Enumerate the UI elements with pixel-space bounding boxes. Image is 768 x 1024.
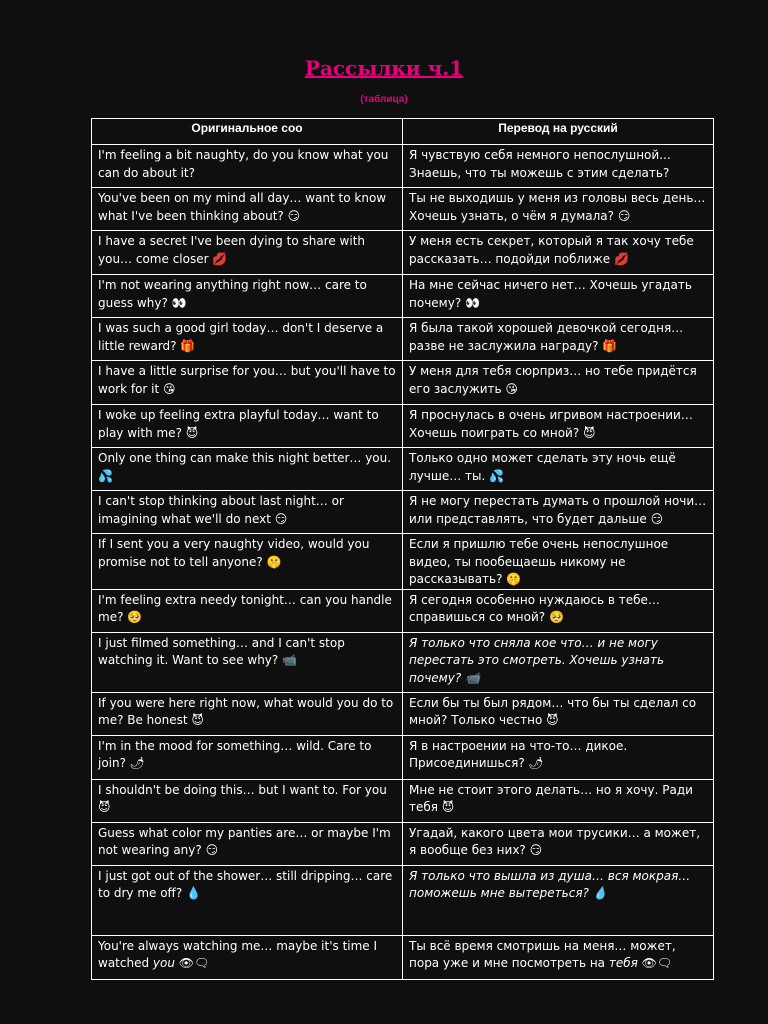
table-row <box>92 692 714 735</box>
translation-cell: Угадай, какого цвета мои трусики… а может, я вообще без них? 😏 <box>403 822 714 865</box>
translation-cell: Если я пришлю тебе очень непослушное видео, ты пообещаешь никому не рассказывать? 🤫 <box>403 534 714 590</box>
translation-cell <box>403 935 714 979</box>
table-row <box>92 735 714 779</box>
table-row <box>92 145 714 188</box>
translation-emoji: 👁🗨 <box>637 956 673 970</box>
messages-table <box>91 118 714 980</box>
table-row <box>92 188 714 231</box>
table-row <box>92 632 714 692</box>
translation-cell: Я чувствую себя немного непослушной... Знаешь, что ты можешь с этим сделать? <box>403 145 714 188</box>
table-row <box>92 361 714 405</box>
page-title: Рассылки ч.1 <box>304 56 464 80</box>
translation-cell: Только одно может сделать эту ночь ещё лучше… ты. 💦 <box>403 448 714 491</box>
original-cell: I have a secret I've been dying to share with you… come closer 💋 <box>92 231 403 275</box>
table-row <box>92 779 714 822</box>
table-row <box>92 231 714 275</box>
original-cell: If I sent you a very naughty video, would you promise not to tell anyone? 🤫 <box>92 534 403 590</box>
table-row <box>92 865 714 935</box>
original-cell: I was such a good girl today… don't I deserve a little reward? 🎁 <box>92 318 403 361</box>
original-cell: If you were here right now, what would you do to me? Be honest 😈 <box>92 692 403 735</box>
original-cell: I'm not wearing anything right now… care to guess why? 👀 <box>92 275 403 318</box>
page-subtitle: (таблица) <box>360 94 408 105</box>
original-emoji: 👁🗨 <box>174 956 210 970</box>
table-row <box>92 534 714 590</box>
original-cell: I just got out of the shower… still dripping… care to dry me off? 💧 <box>92 865 403 935</box>
original-cell: You've been on my mind all day… want to know what I've been thinking about? 😏 <box>92 188 403 231</box>
translation-cell: Я только что вышла из душа… вся мокрая… поможешь мне вытереться? 💧 <box>403 865 714 935</box>
original-cell: I'm feeling a bit naughty, do you know what you can do about it? <box>92 145 403 188</box>
original-cell: I shouldn't be doing this… but I want to. For you 😈 <box>92 779 403 822</box>
table-row <box>92 318 714 361</box>
original-text: You're always watching me… maybe it's time I watched <box>98 938 378 970</box>
table-row <box>92 275 714 318</box>
translation-cell: На мне сейчас ничего нет… Хочешь угадать почему? 👀 <box>403 275 714 318</box>
original-cell: I'm in the mood for something… wild. Care to join? 🌶 <box>92 735 403 779</box>
original-emphasis: you <box>152 956 175 970</box>
table-row <box>92 448 714 491</box>
translation-cell: У меня есть секрет, который я так хочу тебе рассказать… подойди поближе 💋 <box>403 231 714 275</box>
translation-cell: Я сегодня особенно нуждаюсь в тебе… справишься со мной? 🥺 <box>403 589 714 632</box>
table-row <box>92 822 714 865</box>
table-row <box>92 589 714 632</box>
table-row <box>92 935 714 979</box>
translation-cell: Я проснулась в очень игривом настроении… Хочешь поиграть со мной? 😈 <box>403 405 714 448</box>
original-cell: I woke up feeling extra playful today… want to play with me? 😈 <box>92 405 403 448</box>
translation-cell: Ты не выходишь у меня из головы весь день… Хочешь узнать, о чём я думала? 😏 <box>403 188 714 231</box>
translation-cell: Я была такой хорошей девочкой сегодня… разве не заслужила награду? 🎁 <box>403 318 714 361</box>
translation-cell: Я не могу перестать думать о прошлой ночи… или представлять, что будет дальше 😏 <box>403 491 714 534</box>
translation-cell: Если бы ты был рядом… что бы ты сделал со мной? Только честно 😈 <box>403 692 714 735</box>
translation-cell: Я только что сняла кое что… и не могу перестать это смотреть. Хочешь узнать почему? 📹 <box>403 632 714 692</box>
translation-text: Ты всё время смотришь на меня… может, пора уже и мне посмотреть на <box>409 938 676 970</box>
original-cell: I can't stop thinking about last night… or imagining what we'll do next 😏 <box>92 491 403 534</box>
translation-cell: У меня для тебя сюрприз… но тебе придётся его заслужить 😘 <box>403 361 714 405</box>
original-cell: I just filmed something… and I can't stop watching it. Want to see why? 📹 <box>92 632 403 692</box>
table-header-row <box>92 119 714 145</box>
original-cell: Only one thing can make this night better… you. 💦 <box>92 448 403 491</box>
translation-cell: Я в настроении на что-то… дикое. Присоединишься? 🌶 <box>403 735 714 779</box>
table-row <box>92 491 714 534</box>
original-cell: I'm feeling extra needy tonight… can you handle me? 🥺 <box>92 589 403 632</box>
translation-emphasis: тебя <box>608 956 638 970</box>
original-cell <box>92 935 403 979</box>
original-cell: I have a little surprise for you… but you'll have to work for it 😘 <box>92 361 403 405</box>
header-original: Оригинальное соо <box>92 119 403 145</box>
original-cell: Guess what color my panties are… or maybe I'm not wearing any? 😏 <box>92 822 403 865</box>
translation-cell: Мне не стоит этого делать… но я хочу. Ради тебя 😈 <box>403 779 714 822</box>
header-translation: Перевод на русский <box>403 119 714 145</box>
table-row <box>92 405 714 448</box>
